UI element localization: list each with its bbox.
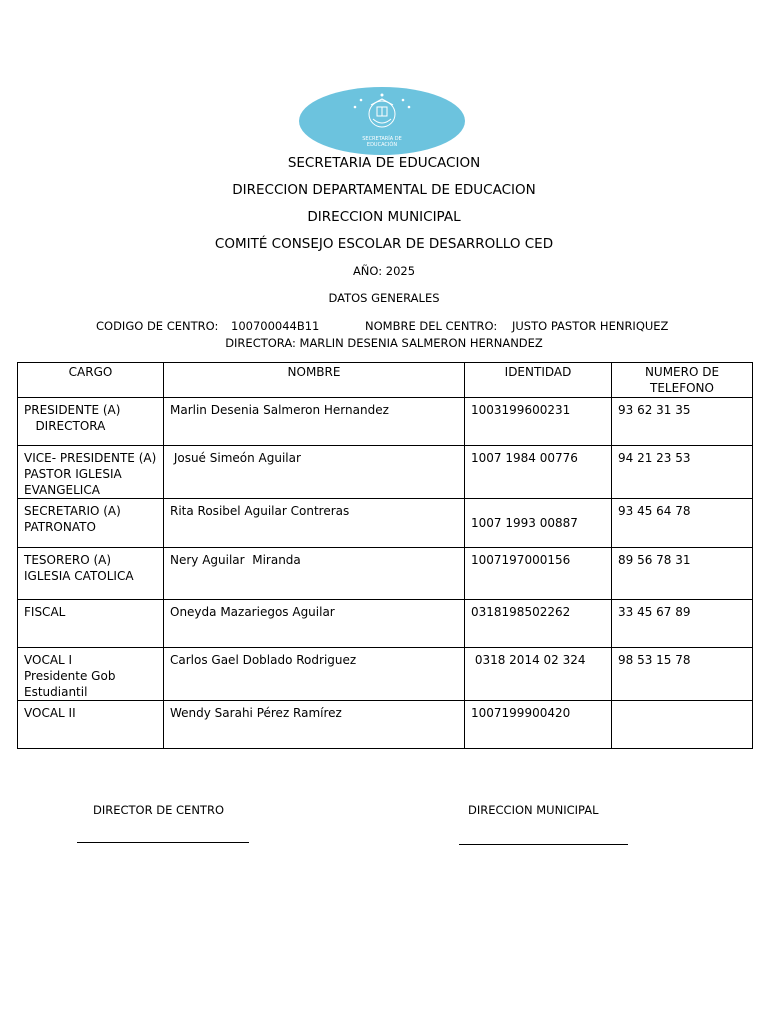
identidad-cell: 1003199600231 (465, 398, 612, 446)
secretaria-educacion-logo (299, 87, 465, 155)
identidad-cell: 1007 1984 00776 (465, 446, 612, 499)
telefono-cell: 89 56 78 31 (612, 548, 753, 600)
nombre-cell: Marlin Desenia Salmeron Hernandez (164, 398, 465, 446)
table-row (18, 446, 753, 499)
header-identidad: IDENTIDAD (465, 363, 612, 398)
cargo-cell (18, 548, 164, 600)
header-telefono: NUMERO DE TELEFONO (612, 363, 753, 398)
cargo-line-1: SECRETARIO (A) (24, 504, 121, 518)
telefono-cell: 94 21 23 53 (612, 446, 753, 499)
identidad-cell: 1007197000156 (465, 548, 612, 600)
nombre-cell: Rita Rosibel Aguilar Contreras (164, 499, 465, 548)
table-row (18, 548, 753, 600)
cargo-line-1: PRESIDENTE (A) (24, 403, 121, 417)
center-name-label: NOMBRE DEL CENTRO: (365, 319, 498, 333)
telefono-cell: 93 62 31 35 (612, 398, 753, 446)
cargo-line-2: IGLESIA CATOLICA (24, 569, 134, 583)
header-cargo: CARGO (18, 363, 164, 398)
cargo-line-1: VOCAL I (24, 653, 73, 667)
cargo-line-3: Estudiantil (24, 685, 88, 699)
nombre-cell: Josué Simeón Aguilar (164, 446, 465, 499)
cargo-line-1: VICE- PRESIDENTE (A) (24, 451, 157, 465)
code-label: CODIGO DE CENTRO: (96, 319, 219, 333)
signature-label-municipal: DIRECCION MUNICIPAL (468, 803, 599, 817)
signature-line-municipal (459, 844, 628, 845)
nombre-cell: Nery Aguilar Miranda (164, 548, 465, 600)
cargo-cell (18, 398, 164, 446)
table-row (18, 701, 753, 749)
year-label: AÑO: 2025 (352, 264, 416, 278)
table-row (18, 398, 753, 446)
cargo-cell (18, 446, 164, 499)
identidad-cell: 1007 1993 00887 (465, 499, 612, 548)
header-nombre: NOMBRE (164, 363, 465, 398)
identidad-cell: 0318 2014 02 324 (465, 648, 612, 701)
header-line-1: SECRETARIA DE EDUCACION (287, 155, 481, 171)
telefono-cell: 93 45 64 78 (612, 499, 753, 548)
cargo-cell (18, 600, 164, 648)
cargo-line-2: PASTOR IGLESIA (24, 467, 122, 481)
logo-text-line1: SECRETARÍA DE (362, 136, 402, 142)
telefono-cell (612, 701, 753, 749)
cargo-cell (18, 648, 164, 701)
nombre-cell: Oneyda Mazariegos Aguilar (164, 600, 465, 648)
center-name-value: JUSTO PASTOR HENRIQUEZ (512, 319, 669, 333)
identidad-cell: 1007199900420 (465, 701, 612, 749)
code-value: 100700044B11 (231, 319, 320, 333)
table-row (18, 648, 753, 701)
nombre-cell: Carlos Gael Doblado Rodriguez (164, 648, 465, 701)
signature-label-director: DIRECTOR DE CENTRO (93, 803, 224, 817)
telefono-cell: 98 53 15 78 (612, 648, 753, 701)
header-line-2: DIRECCION DEPARTAMENTAL DE EDUCACION (232, 182, 536, 198)
header-line-4: COMITÉ CONSEJO ESCOLAR DE DESARROLLO CED (214, 236, 554, 252)
table-row (18, 499, 753, 548)
cargo-line-2: DIRECTORA (24, 419, 106, 433)
cargo-line-1: FISCAL (24, 605, 66, 619)
members-table (17, 362, 753, 749)
cargo-line-1: TESORERO (A) (24, 553, 112, 567)
cargo-line-3: EVANGELICA (24, 483, 100, 497)
table-row (18, 600, 753, 648)
header-line-3: DIRECCION MUNICIPAL (307, 209, 461, 225)
table-header-row (18, 363, 753, 398)
cargo-line-1: VOCAL II (24, 706, 76, 720)
cargo-line-2: Presidente Gob (24, 669, 116, 683)
logo-graphic (299, 87, 465, 155)
cargo-cell (18, 499, 164, 548)
signature-line-director (77, 842, 249, 843)
director-line: DIRECTORA: MARLIN DESENIA SALMERON HERNANDEZ (225, 336, 543, 350)
nombre-cell: Wendy Sarahi Pérez Ramírez (164, 701, 465, 749)
logo-text-line2: EDUCACIÓN (366, 142, 398, 148)
cargo-cell (18, 701, 164, 749)
section-title: DATOS GENERALES (328, 291, 440, 305)
identidad-cell: 0318198502262 (465, 600, 612, 648)
cargo-line-2: PATRONATO (24, 520, 96, 534)
telefono-cell: 33 45 67 89 (612, 600, 753, 648)
